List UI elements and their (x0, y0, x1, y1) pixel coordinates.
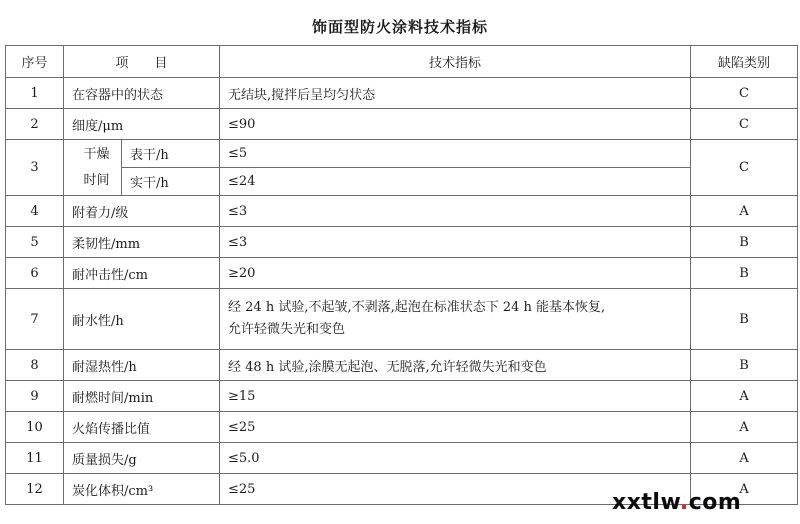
row-no: 12 (6, 474, 64, 505)
table-row (6, 109, 798, 140)
watermark-name: xxtlw (612, 490, 680, 515)
table-row (6, 78, 798, 109)
row-defect: B (691, 258, 798, 289)
row-defect: B (691, 227, 798, 258)
row-item: 耐水性/h (64, 289, 220, 350)
row-defect: B (691, 289, 798, 350)
row-sub-item: 实干/h (122, 168, 220, 196)
row-no: 8 (6, 350, 64, 381)
spec-table (5, 45, 798, 505)
table-row (6, 227, 798, 258)
table-row (6, 196, 798, 227)
row-defect: C (691, 78, 798, 109)
row-no: 10 (6, 412, 64, 443)
table-row (6, 140, 798, 168)
row-defect: C (691, 140, 798, 196)
row-defect: A (691, 196, 798, 227)
row-item: 柔韧性/mm (64, 227, 220, 258)
row-defect: B (691, 350, 798, 381)
table-title: 饰面型防火涂料技术指标 (311, 18, 488, 36)
watermark-dot: . (679, 490, 689, 515)
row-no: 6 (6, 258, 64, 289)
table-row (6, 350, 798, 381)
row-spec: ≤90 (220, 109, 691, 140)
row-spec: ≥15 (220, 381, 691, 412)
row-group-label (64, 140, 122, 196)
row-no: 11 (6, 443, 64, 474)
row-defect: A (691, 381, 798, 412)
header-item: 项 目 (64, 46, 220, 78)
row-sub-item: 表干/h (122, 140, 220, 168)
table-row (6, 258, 798, 289)
row-spec: ≤25 (220, 474, 691, 505)
table-row (6, 289, 798, 350)
row-no: 9 (6, 381, 64, 412)
row-spec: ≥20 (220, 258, 691, 289)
row-no: 3 (6, 140, 64, 196)
header-spec: 技术指标 (220, 46, 691, 78)
table-row (6, 412, 798, 443)
watermark-tld: com (688, 490, 742, 515)
group-label-line: 时间 (83, 172, 110, 188)
row-spec: ≤24 (220, 168, 691, 196)
table-row (6, 168, 798, 196)
row-item: 耐冲击性/cm (64, 258, 220, 289)
header-no: 序号 (6, 46, 64, 78)
row-no: 4 (6, 196, 64, 227)
row-spec: 无结块,搅拌后呈均匀状态 (220, 78, 691, 109)
row-item: 耐湿热性/h (64, 350, 220, 381)
row-defect: C (691, 109, 798, 140)
watermark (612, 490, 741, 515)
row-item: 在容器中的状态 (64, 78, 220, 109)
row-no: 1 (6, 78, 64, 109)
row-spec: ≤3 (220, 227, 691, 258)
row-spec: 经 48 h 试验,涂膜无起泡、无脱落,允许轻微失光和变色 (220, 350, 691, 381)
group-label-line: 干燥 (83, 146, 110, 162)
row-item: 耐燃时间/min (64, 381, 220, 412)
row-spec: ≤5 (220, 140, 691, 168)
row-defect: A (691, 412, 798, 443)
row-spec: ≤5.0 (220, 443, 691, 474)
table-row (6, 381, 798, 412)
row-item: 细度/μm (64, 109, 220, 140)
row-no: 7 (6, 289, 64, 350)
row-spec (220, 289, 691, 350)
row-no: 5 (6, 227, 64, 258)
row-spec: ≤3 (220, 196, 691, 227)
row-item: 火焰传播比值 (64, 412, 220, 443)
table-row (6, 443, 798, 474)
row-spec-line: 允许轻微失光和变色 (228, 322, 346, 337)
row-item: 质量损失/g (64, 443, 220, 474)
row-item: 附着力/级 (64, 196, 220, 227)
header-defect: 缺陷类别 (691, 46, 798, 78)
row-spec-line: 经 24 h 试验,不起皱,不剥落,起泡在标准状态下 24 h 能基本恢复, (228, 300, 606, 315)
row-spec: ≤25 (220, 412, 691, 443)
row-defect: A (691, 443, 798, 474)
table-header-row (6, 46, 798, 78)
row-defect: A (691, 474, 798, 505)
row-no: 2 (6, 109, 64, 140)
row-item: 炭化体积/cm³ (64, 474, 220, 505)
